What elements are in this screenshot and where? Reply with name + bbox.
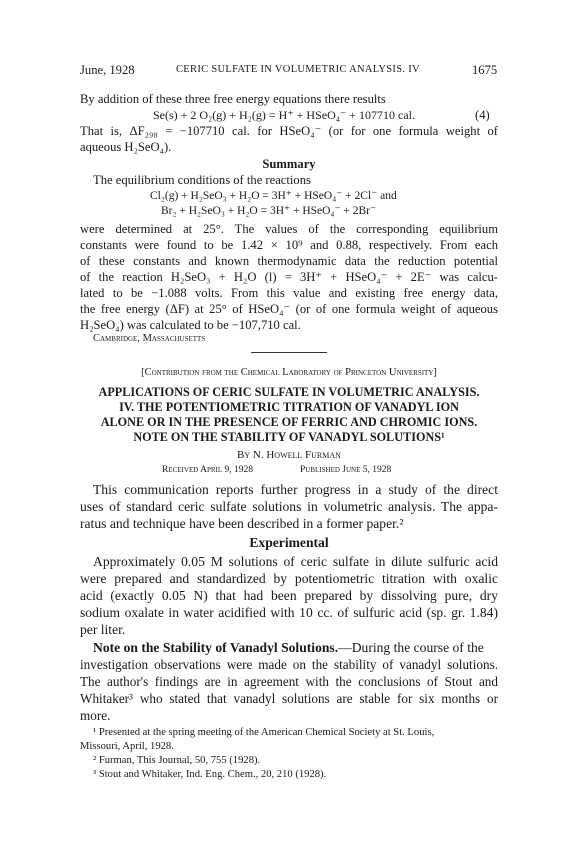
experimental-line-3: acid (exactly 0.05 N) that had been prepared by dissolving pure, dry bbox=[80, 588, 498, 603]
summary-line-7: of the reaction H₂SeO₃ + H₂O (l) = 3H⁺ + HSeO₄⁻ + 2E⁻ was calcu- bbox=[80, 270, 498, 284]
article-title-line-2: IV. THE POTENTIOMETRIC TITRATION OF VANADYL ION bbox=[119, 400, 459, 414]
summary-line-6: of these constants and known thermodynamic data the reduction potential bbox=[80, 254, 498, 268]
intro-line-1: By addition of these three free energy equations there results bbox=[80, 92, 386, 106]
running-title: CERIC SULFATE IN VOLUMETRIC ANALYSIS. IV bbox=[176, 64, 420, 75]
reaction-chlorine: Cl₂(g) + H₂SeO₃ + H₂O = 3H⁺ + HSeO₄⁻ + 2Cl⁻ and bbox=[150, 190, 397, 202]
article-title-line-3: ALONE OR IN THE PRESENCE OF FERRIC AND CHROMIC IONS. bbox=[100, 415, 478, 429]
summary-line-5: constants were found to be 1.42 × 10⁹ and 0.88, respectively. From each bbox=[80, 238, 498, 252]
summary-line-1: The equilibrium conditions of the reactions bbox=[93, 173, 311, 187]
footnote-3: ³ Stout and Whitaker, Ind. Eng. Chem., 20, 210 (1928). bbox=[93, 769, 327, 780]
experimental-line-2: were prepared and standardized by potentiometric titration with oxalic bbox=[80, 571, 498, 586]
summary-line-9: the free energy (ΔF) at 25° of HSeO₄⁻ (or of one formula weight of aqueous bbox=[80, 302, 498, 316]
footnote-2: ² Furman, This Journal, 50, 755 (1928). bbox=[93, 755, 261, 766]
page-number: 1675 bbox=[472, 63, 498, 77]
header-date: June, 1928 bbox=[80, 63, 135, 77]
experimental-line-4: sodium oxalate in water acidified with 10 cc. of sulfuric acid (sp. gr. 1.84) bbox=[80, 605, 498, 620]
note-line-5: more. bbox=[80, 708, 111, 723]
reaction-bromine: Br₂ + H₂SeO₃ + H₂O = 3H⁺ + HSeO₄⁻ + 2Br⁻ bbox=[161, 205, 377, 217]
equation-4: Se(s) + 2 O₂(g) + H₂(g) = H⁺ + HSeO₄⁻ + 107710 cal. bbox=[153, 108, 416, 122]
article-intro-line-2: uses of standard ceric sulfate solutions in volumetric analysis. The appa- bbox=[80, 499, 498, 514]
intro-line-3: aqueous H₂SeO₄). bbox=[80, 140, 172, 154]
experimental-line-5: per liter. bbox=[80, 622, 126, 637]
byline: By N. Howell Furman bbox=[237, 449, 341, 461]
article-title-line-4: NOTE ON THE STABILITY OF VANADYL SOLUTIONS¹ bbox=[133, 430, 445, 444]
article-intro-line-3: ratus and technique have been described in a former paper.² bbox=[80, 516, 404, 531]
section-divider bbox=[251, 352, 327, 353]
experimental-line-1: Approximately 0.05 M solutions of ceric sulfate in dilute sulfuric acid bbox=[93, 554, 498, 569]
summary-heading: Summary bbox=[262, 157, 316, 171]
contribution-line: [Contribution from the Chemical Laboratory of Princeton University] bbox=[141, 367, 437, 378]
received-date: Received April 9, 1928 bbox=[162, 465, 254, 475]
summary-line-8: lated to be −1.088 volts. From this value and existing free energy data, bbox=[80, 286, 498, 300]
experimental-heading: Experimental bbox=[249, 535, 329, 550]
article-intro-line-1: This communication reports further progress in a study of the direct bbox=[93, 482, 498, 497]
note-line-3: The author's findings are in agreement with the conclusions of Stout and bbox=[80, 674, 498, 689]
note-line-4: Whitaker³ who stated that vanadyl solutions are stable for six months or bbox=[80, 691, 498, 706]
intro-line-2: That is, ΔF₂₉₈ = −107710 cal. for HSeO₄⁻ (or for one formula weight of bbox=[80, 124, 498, 138]
summary-line-4: were determined at 25°. The values of the corresponding equilibrium bbox=[80, 222, 498, 236]
footnote-1-line-2: Missouri, April, 1928. bbox=[80, 741, 174, 752]
footnote-1-line-1: ¹ Presented at the spring meeting of the American Chemical Society at St. Louis, bbox=[93, 727, 435, 738]
equation-number: (4) bbox=[475, 108, 490, 122]
note-line-2: investigation observations were made on the stability of vanadyl solutions. bbox=[80, 657, 498, 672]
published-date: Published June 5, 1928 bbox=[300, 465, 392, 475]
note-first-line bbox=[93, 639, 484, 656]
note-heading: Note on the Stability of Vanadyl Solutions. bbox=[93, 640, 339, 655]
summary-line-10: H₂SeO₄) was calculated to be −107,710 cal. bbox=[80, 318, 301, 332]
article-title-line-1: APPLICATIONS OF CERIC SULFATE IN VOLUMETRIC ANALYSIS. bbox=[98, 385, 480, 399]
location: Cambridge, Massachusetts bbox=[93, 333, 206, 344]
note-line-1: —During the course of the bbox=[338, 640, 484, 655]
